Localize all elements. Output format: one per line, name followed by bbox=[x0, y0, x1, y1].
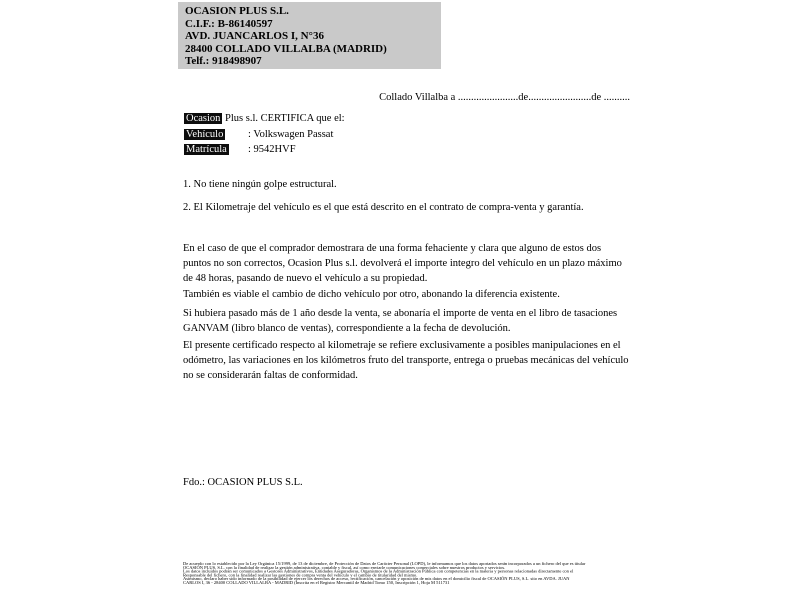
certify-intro-text: Plus s.l. CERTIFICA que el: bbox=[222, 113, 345, 124]
paragraph-ganvam: Si hubiera pasado más de 1 año desde la venta, se abonaría el importe de venta en el libro de tasaciones GANVAM (libro blanco de ventas), correspondiente a la fecha de devolución. bbox=[183, 308, 618, 334]
paragraph-refund: En el caso de que el comprador demostrara de una forma fehaciente y clara que alguno de estos dos puntos no son correctos, Ocasion Plus s.l. devolverá el importe integro del vehículo en un plazo máximo de 48 horas, pasando de nuevo el vehículo a su propiedad. bbox=[183, 243, 622, 284]
signature-line: Fdo.: OCASION PLUS S.L. bbox=[183, 477, 303, 488]
vehicle-label-box bbox=[184, 129, 248, 140]
vehicle-line bbox=[184, 129, 333, 140]
legal-notice-text bbox=[183, 562, 630, 585]
legal-line: OCASIÓN PLUS, S.L. con la finalidad de realizar la gestión administrativa, contable y fiscal, así como enviarle comunicaciones comerciales sobre nuestros productos y servicios. bbox=[183, 564, 506, 570]
plate-value: : 9542HVF bbox=[248, 144, 296, 155]
point-2: 2. El Kilometraje del vehículo es el que está descrito en el contrato de compra-venta y garantía. bbox=[183, 202, 584, 213]
paragraph-odometer: El presente certificado respecto al kilometraje se refiere exclusivamente a posibles manipulaciones en el odómetro, las variaciones en los kilómetros fruto del transporte, entrega o pruebas mecánicas del vehículo no se considerarán faltas de conformidad. bbox=[183, 340, 629, 381]
legal-line: Asimismo, declaro haber sido informado de la posibilidad de ejercer los derechos de acceso, rectificación, cancelación y oposición de mis datos en el domicilio fiscal de OCASIÓN PLUS, S.L. sito en AVDA. JUAN bbox=[183, 576, 570, 581]
legal-line: Responsable del fichero, con la finalidad realizar las gestiones de compra venta del vehículo y el cambio de titularidad del mismo. bbox=[183, 572, 418, 578]
company-address: AVD. JUANCARLOS I, N°36 bbox=[185, 30, 324, 42]
legal-line: CARLOS I, 36 - 28400 COLLADO VILLALBA - MADRID (Inscrita en el Registro Mercantil de Madrid Tomo 150, Inscripción 1, Hoja M 511731 bbox=[183, 579, 450, 585]
highlighted-word: Ocasion bbox=[186, 113, 221, 124]
company-phone: Telf.: 918498907 bbox=[185, 55, 262, 67]
company-city: 28400 COLLADO VILLALBA (MADRID) bbox=[185, 42, 387, 55]
date-line: Collado Villalba a .......................de........................de .......... bbox=[379, 92, 630, 103]
certify-intro-line bbox=[184, 113, 345, 124]
legal-line: De acuerdo con lo establecido por la Ley Orgánica 15/1999, de 13 de diciembre, de Protección de Datos de Carácter Personal (LOPD), le informamos que los datos aportados serán incorporados a un fichero del que es titular bbox=[183, 561, 586, 566]
legal-line: Los datos incluidos podrán ser comunicados a Gestores Administrativos, Entidades Aseguradoras, Organismos de la Administración Pública con competencias en la materia y personas relacionadas directamente con el bbox=[183, 568, 574, 574]
company-name: OCASION PLUS S.L. bbox=[185, 5, 289, 17]
plate-label-box bbox=[184, 144, 248, 155]
legal-notice bbox=[183, 562, 630, 607]
vehicle-label: Vehículo bbox=[186, 129, 224, 140]
plate-line bbox=[184, 144, 296, 155]
company-cif: C.I.F.: B-86140597 bbox=[185, 17, 273, 30]
company-header-box bbox=[178, 2, 441, 69]
plate-label: Matrícula bbox=[186, 144, 227, 155]
paragraph-exchange: También es viable el cambio de dicho vehículo por otro, abonando la diferencia existente. bbox=[183, 289, 560, 300]
vehicle-value: : Volkswagen Passat bbox=[248, 129, 334, 140]
point-1: 1. No tiene ningún golpe estructural. bbox=[183, 179, 337, 190]
